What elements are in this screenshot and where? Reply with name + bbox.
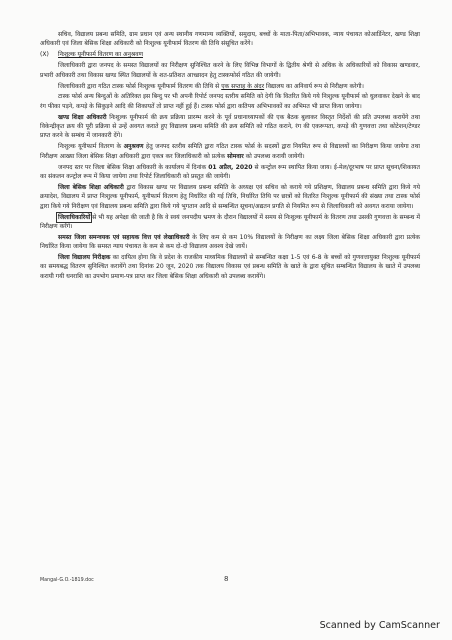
paragraph-diocs: जिला विद्यालय निरीक्षक का दायित्व होगा कि वे प्रदेश के राजकीय माध्यमिक विद्यालयों से सम्बन्धित कक्षा 1-5 एवं 6-8 के बच्चों को गुणवत्तायुक्त निःशुल्क यूनीफार्म का समयबद्ध वितरण सुनिश्चित करायेंगे तथा दिनांक 20 जून, 2020 तक विद्यालय विकास एवं प्रबन्ध समिति के खाते के द्वारा सूचित सम्बन्धित विद्यालय के खाते में उपलब्ध करायी गयी धनराशि का उपभोग प्रमाण-पत्र प्राप्त कर जिला बेसिक शिक्षा अधिकारी को उपलब्ध करायेंगे। bbox=[40, 254, 420, 280]
control-room-date: 01 अप्रैल, 2020 bbox=[208, 163, 253, 171]
paragraph-beo: खण्ड शिक्षा अधिकारी निःशुल्क यूनीफार्म की क्रय प्रक्रिया प्रारम्भ करने के पूर्व प्रधानाध्यापकों की एक बैठक बुलाकर विस्तृत निर्देशों की प्रति उपलब्ध करायेंगे तथा विकेन्द्रीकृत क्रय की पूरी प्रक्रिया से उन्हें अवगत कराते हुए विद्यालय प्रबन्ध समिति की क्रय समिति को गठित कराने, रंग की एकरूपता, कपड़े की गुणवत्ता तथा कोटेशन/टेण्डर प्राप्त करने के सम्बंध में जानकारी देंगे। bbox=[40, 113, 421, 140]
paragraph-coordinators: समस्त जिला समन्वयक एवं सहायक वित्त एवं लेखाधिकारी के लिए कम से कम 10% विद्यालयों के निरीक्षण का लक्ष्य जिला बेसिक शिक्षा अधिकारी द्वारा प्रत्येक निर्धारित किया जायेगा कि समस्त न्याय पंचायत के कम से कम दो-दो विद्यालय अवश्य देखे जायें। bbox=[40, 233, 420, 251]
section-x-heading bbox=[40, 50, 420, 59]
one-week-deadline: एक सप्ताह के अंदर bbox=[221, 82, 265, 90]
dios-label: जिला विद्यालय निरीक्षक bbox=[58, 254, 111, 262]
file-reference: Mangal-G.O.-1819.doc bbox=[40, 578, 94, 583]
monday-term: सोमवार bbox=[227, 152, 244, 160]
paragraph-monitoring: निःशुल्क यूनीफार्म वितरण के अनुश्रवण हेतु जनपद स्तरीय समिति द्वारा गठित टास्क फोर्स के सदस्यों द्वारा नियमित रूप से विद्यालयों का निरीक्षण किया जायेगा तथा निरीक्षण आख्या जिला बेसिक शिक्षा अधिकारी द्वारा एकत्र कर जिलाधिकारी को प्रत्येक सोमवार को उपलब्ध करायी जायेगी। bbox=[40, 143, 420, 160]
paragraph-report: टास्क फोर्स अन्य बिन्दुओं के अतिरिक्त इस बिन्दु पर भी अपनी रिपोर्ट जनपद स्तरीय समिति को देगी कि वितरित किये गये निःशुल्क यूनीफार्म को धुलवाकर देखने के बाद रंग फीका पड़ने, कपड़े के सिकुड़ने आदि की शिकायतें तो प्राप्त नहीं हुई हैं। टास्क फोर्स द्वारा कतिपय अभिभावकों का अभिमत भी प्राप्त किया जायेगा। bbox=[40, 93, 420, 110]
beo-label: खण्ड शिक्षा अधिकारी bbox=[58, 113, 107, 121]
paragraph-intro: सचिव, विद्यालय प्रबन्ध समिति, ग्राम प्रधान एवं अन्य स्थानीय गणमान्य व्यक्तियों, समुदाय, बच्चों के माता-पिता/अभिभावक, न्याय पंचायत कोआर्डिनेटर, खण्ड शिक्षा अधिकारी एवं जिला बेसिक शिक्षा अधिकारी को निःशुल्क यूनीफार्म वितरण की तिथि संसूचित करेंगे। bbox=[40, 31, 420, 48]
section-x-title: निःशुल्क यूनीफार्म वितरण का अनुश्रवण bbox=[58, 51, 144, 59]
document-body bbox=[40, 30, 420, 281]
paragraph-inspection-deadline: जिलाधिकारी द्वारा गठित टास्क फोर्स निःशुल्क यूनीफार्म वितरण की तिथि से एक सप्ताह के अंदर विद्यालय का अनिवार्य रूप से निरीक्षण करेगी। bbox=[58, 82, 364, 90]
paragraph-district-magistrates: जिलाधिकारियों से भी यह अपेक्षा की जाती है कि वे स्वयं जनपदीय भ्रमण के दौरान विद्यालयों में समय से निःशुल्क यूनीफार्म के वितरण तथा उसकी गुणवत्ता के सम्बन्ध में निरीक्षण करेंगे। bbox=[40, 213, 420, 230]
section-x-number: (X) bbox=[40, 51, 49, 59]
district-magistrates-label: जिलाधिकारियों bbox=[58, 213, 91, 221]
bsa-label: जिला बेसिक शिक्षा अधिकारी bbox=[58, 183, 124, 191]
coordinators-label: समस्त जिला समन्वयक एवं सहायक वित्त एवं लेखाधिकारी bbox=[58, 233, 190, 241]
page-number: 8 bbox=[224, 575, 229, 583]
paragraph-control-room: जनपद स्तर पर जिला बेसिक शिक्षा अधिकारी के कार्यालय में दिनांक 01 अप्रैल, 2020 से कन्ट्रोल रूम स्थापित किया जाय। ई-मेल/दूरभाष पर प्राप्त सूचना/शिकायत का संकलन कन्ट्रोल रूम में किया जायेगा तथा रिपोर्ट जिलाधिकारी को प्रस्तुत की जायेगी। bbox=[40, 163, 420, 180]
paragraph-task-force: जिलाधिकारी द्वारा जनपद के समस्त विद्यालयों का निरीक्षण सुनिश्चित करने के लिए विभिन्न विभागों के द्वितीय श्रेणी से अधिक के अधिकारियों को विकास खण्डवार, प्रभारी अधिकारी तथा विकास खण्ड स्थित विद्यालयों के शत-प्रतिशत आच्छादन हेतु टास्कफोर्स गठित की जायेगी। bbox=[40, 62, 420, 79]
monitoring-term: अनुश्रवण bbox=[123, 143, 144, 151]
paragraph-bsa: जिला बेसिक शिक्षा अधिकारी द्वारा विकास खण्ड पर विद्यालय प्रबन्ध समिति के अध्यक्ष एवं सचिव को कराये गये प्रशिक्षण, विद्यालय प्रबन्ध समिति द्वारा किये गये क्रयादेश, विद्यालय में प्राप्त निःशुल्क यूनीफार्म, यूनीफार्म वितरण हेतु निर्धारित की गई तिथि, निर्धारित तिथि पर छात्रों को वितरित निःशुल्क यूनीफार्म की संख्या तथा टास्क फोर्स द्वारा किये गये निरीक्षण एवं विद्यालय प्रबन्ध समिति द्वारा किये गये भुगतान आदि से सम्बन्धित सूचना/अद्यतन प्रगति से नियमित रूप से जिलाधिकारी को अवगत कराया जायेगा। bbox=[40, 183, 420, 210]
scanner-watermark: Scanned by CamScanner bbox=[319, 620, 440, 631]
